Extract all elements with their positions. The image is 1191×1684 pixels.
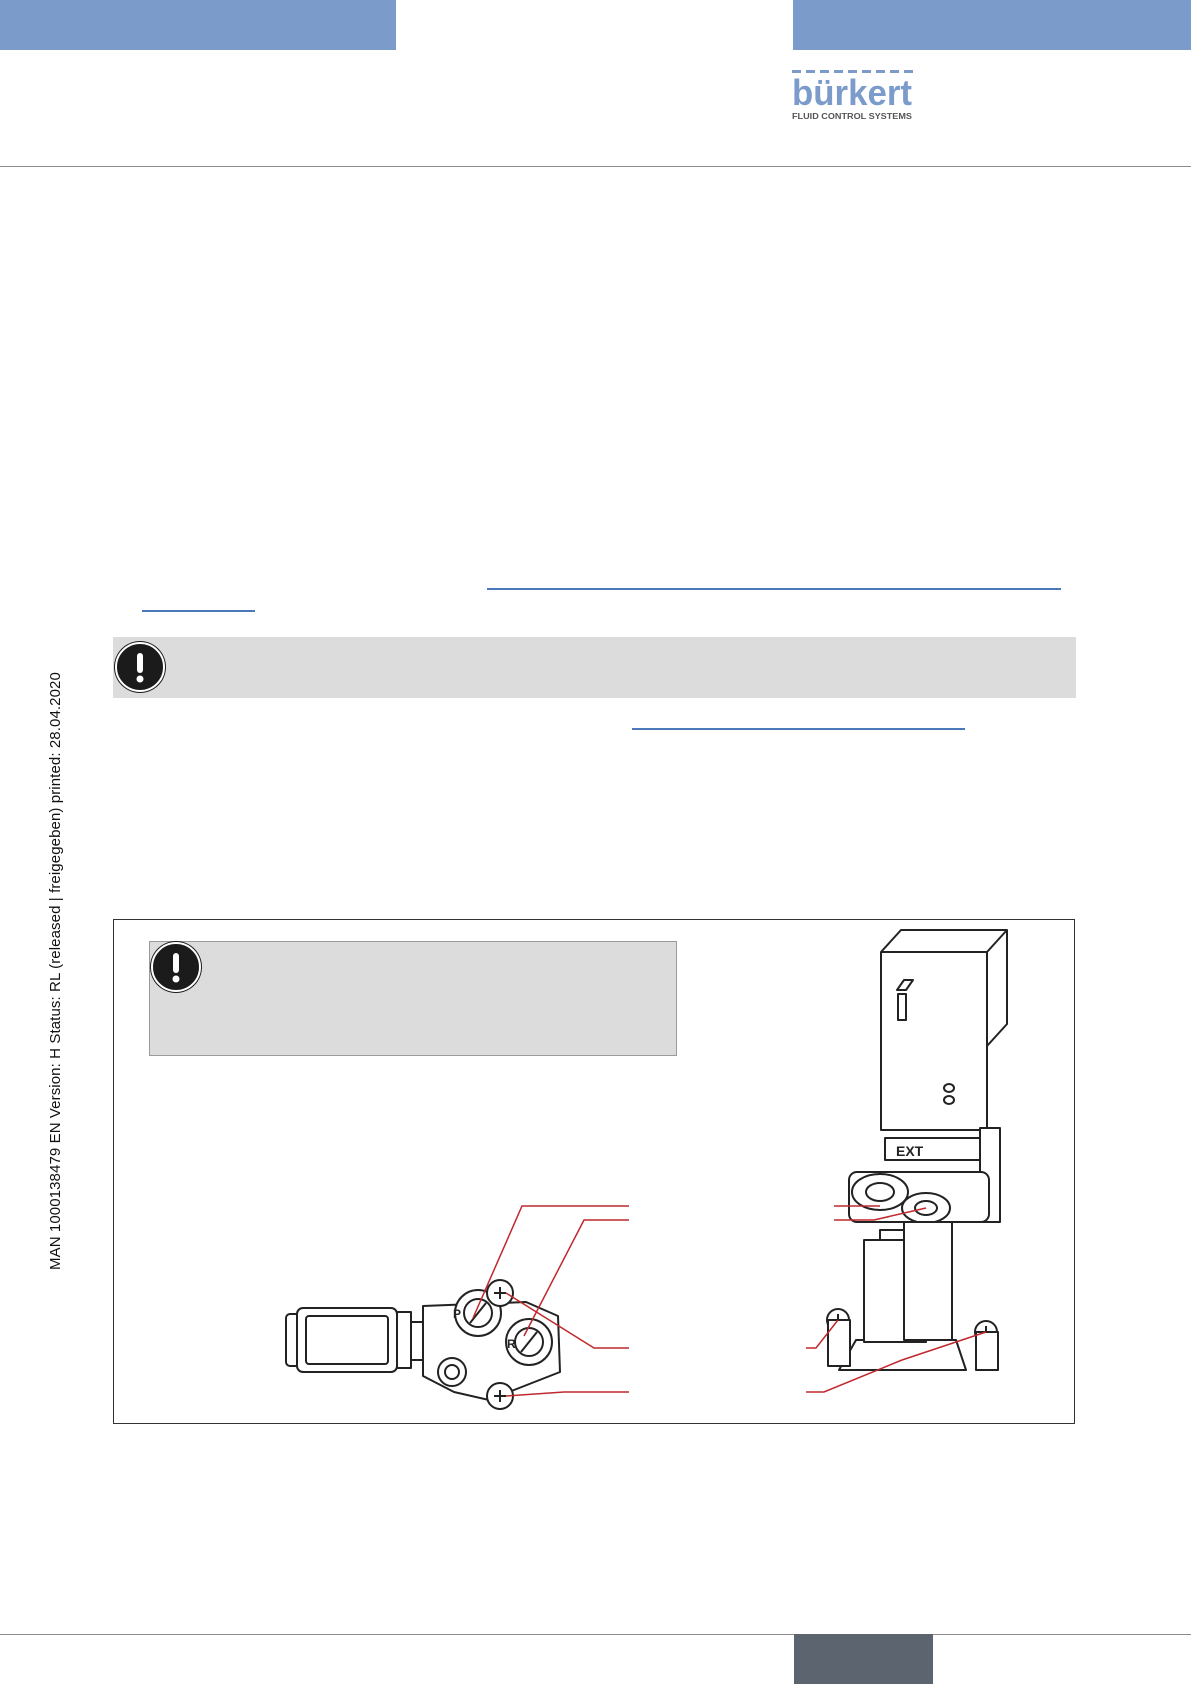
header-band-right [793, 0, 1191, 50]
valve-figure [113, 919, 1075, 1424]
valve-drawings [114, 920, 1074, 1423]
notice-box [113, 637, 1076, 698]
header-band-left [0, 0, 396, 50]
port-p-label: P [453, 1307, 462, 1321]
footer-divider [0, 1634, 1191, 1635]
brand-tagline: FLUID CONTROL SYSTEMS [792, 112, 913, 121]
cross-reference-link-continued[interactable] [142, 610, 255, 612]
cross-reference-link-section[interactable] [632, 728, 965, 730]
brand-name: bürkert [792, 72, 913, 113]
pilot-valve-side-view [286, 1280, 560, 1409]
burkert-logo [792, 70, 914, 122]
header-divider [0, 166, 1191, 167]
page-number-tab [794, 1634, 933, 1684]
document-status-label: MAN 1000138479 EN Version: H Status: RL (released | freigegeben) printed: 28.04.2020 [47, 672, 64, 1270]
ext-marking: EXT [896, 1143, 924, 1159]
port-r-label: R [507, 1337, 516, 1351]
cross-reference-link[interactable] [487, 588, 1061, 590]
exclamation-icon [115, 642, 165, 692]
